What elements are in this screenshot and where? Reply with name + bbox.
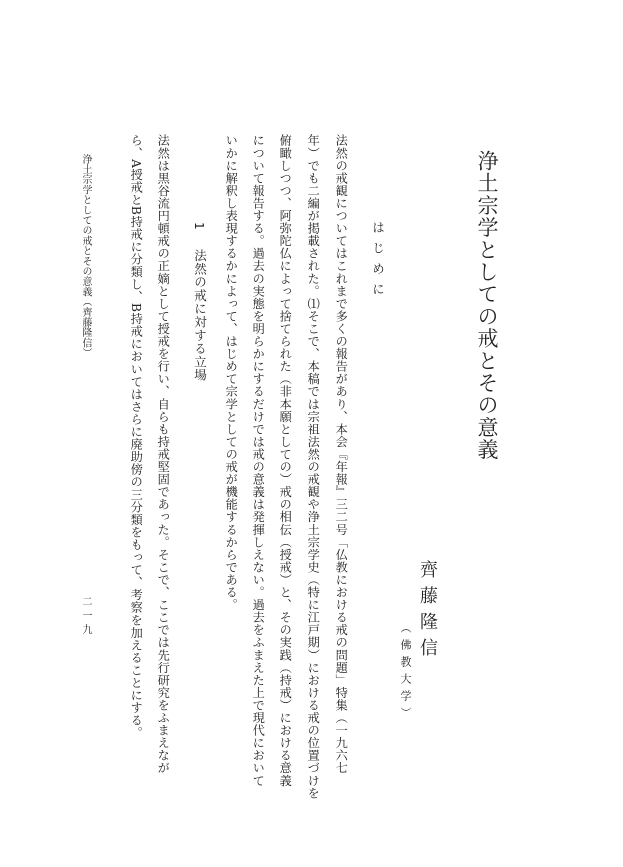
intro-text-column: 俯瞰しつつ、阿弥陀仏によって捨てられた（非本願としての）戒の相伝（授戒）と、その実践（持戒）における意義	[278, 134, 293, 787]
article-title: 浄土宗学としての戒とその意義	[475, 150, 499, 461]
page-number: 二一九	[80, 596, 91, 638]
section-number: 1	[192, 222, 206, 230]
intro-text-column: 法然の戒観についてはこれまで多くの報告があり、本会『年報』三二号「仏教における戒の問題」特集（一九六七	[334, 134, 349, 775]
intro-text-column: いかに解釈し表現するかによって、はじめて宗学としての戒が機能するからである。	[224, 134, 239, 611]
intro-text-column: について報告する。過去の実態を明らかにするだけでは戒の意義は発揮しえない。過去をふまえた上で現代において	[251, 134, 266, 787]
intro-text-column: 年）でも二編が掲載された。⑴そこで、本稿では宗祖法然の戒観や浄土宗学史（特に江戸期）における戒の位置づけを	[306, 134, 321, 800]
running-head: 浄土宗学としての戒とその意義（齊藤隆信）	[80, 154, 91, 358]
section-title: 法然の戒に対する立場	[192, 249, 208, 382]
intro-heading: はじめに	[370, 221, 386, 303]
author-affiliation: （佛教大学）	[399, 622, 412, 724]
author-name: 齊藤隆信	[417, 560, 438, 664]
section-text-column: 法然は黒谷流円頓戒の正嫡として授戒を行い、自らも持戒堅固であった。そこで、ここでは先行研究をふまえなが	[156, 134, 171, 775]
section-text-column: ら、A授戒とB持戒に分類し、B持戒においてはさらに廃助傍の三分類をもって、考察を加えることにする。	[129, 134, 144, 740]
